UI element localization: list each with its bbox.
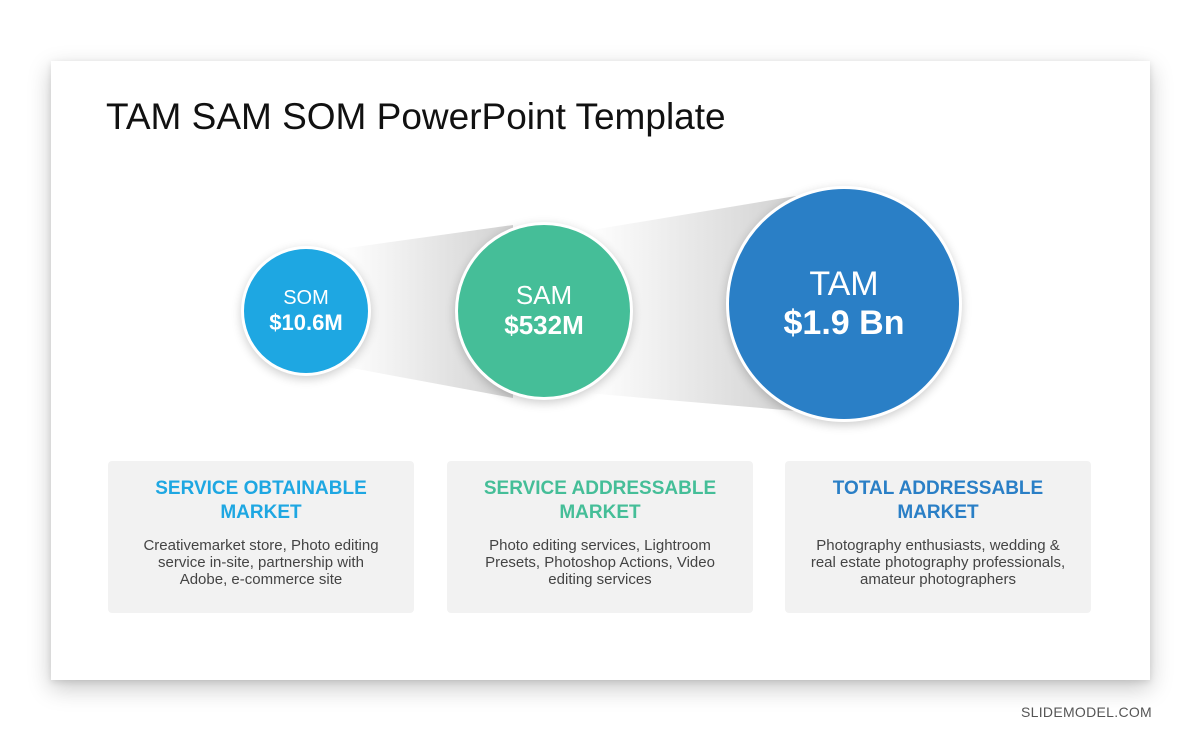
som-value: $10.6M	[269, 309, 343, 335]
sam-card-description: Photo editing services, Lightroom Presets, Photoshop Actions, Video editing services	[485, 537, 715, 588]
tam-card-title: TOTAL ADDRESSABLE MARKET	[832, 478, 1044, 523]
sam-value: $532M	[504, 310, 584, 340]
sam-card	[447, 461, 753, 613]
slide	[51, 61, 1150, 680]
sam-circle	[455, 222, 633, 400]
sam-card-title: SERVICE ADDRESSABLE MARKET	[483, 478, 717, 523]
som-card	[108, 461, 414, 613]
tam-card-description: Photography enthusiasts, wedding & real estate photography professionals, amateur photographers	[810, 537, 1066, 588]
som-card-title: SERVICE OBTAINABLE MARKET	[155, 478, 367, 523]
slide-title: TAM SAM SOM PowerPoint Template	[106, 96, 726, 137]
som-label: SOM	[283, 286, 329, 309]
tam-card	[785, 461, 1091, 613]
som-circle	[241, 246, 371, 376]
tam-circle	[726, 186, 962, 422]
brand-watermark: SLIDEMODEL.COM	[1021, 704, 1152, 720]
tam-value: $1.9 Bn	[783, 304, 905, 342]
som-card-description: Creativemarket store, Photo editing service in-site, partnership with Adobe, e-commerce site	[143, 537, 379, 588]
tam-label: TAM	[809, 264, 879, 303]
sam-label: SAM	[515, 280, 573, 311]
